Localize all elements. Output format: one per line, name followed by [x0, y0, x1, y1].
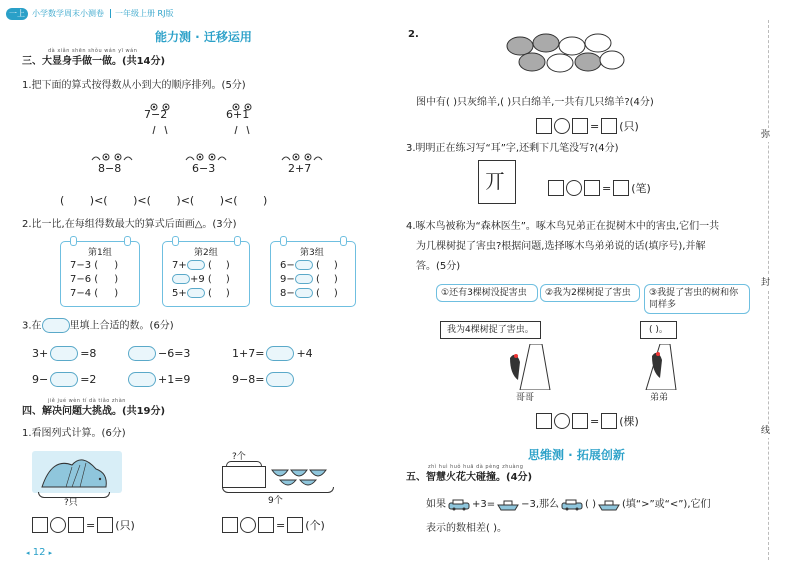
r-q4-answer: = (棵)	[536, 413, 639, 429]
bowl-icon	[270, 462, 330, 486]
brace-bottom	[222, 487, 334, 493]
r-q4-line2: 为几棵树捉了害虫?根据问题,选择啄木鸟弟弟说的话(填序号),并解	[416, 241, 706, 252]
option-2[interactable]: ②我为2棵树捉了害虫	[540, 284, 640, 302]
g3-row-3: 8− ( )	[280, 288, 338, 299]
part3-title: 三、大显身手做一做。(共14分)	[22, 56, 166, 67]
option-3[interactable]: ③我捉了害虫的树和你同样多	[644, 284, 750, 314]
bird-label-left: 哥哥	[516, 393, 535, 403]
r-q3-text: 3.明明正在练习写“耳”字,还剩下几笔没写?(4分)	[406, 143, 619, 154]
answer-box[interactable]	[548, 180, 564, 196]
r-q2-text: 图中有( )只灰绵羊,( )只白绵羊,一共有几只绵羊?(4分)	[416, 97, 654, 108]
group-title-3: 第3组	[300, 248, 324, 258]
q3-eq-6: 9−8=	[232, 372, 294, 387]
expr-card-2	[222, 100, 262, 136]
part5-title: 五、智慧火花大碰撞。(4分)	[406, 472, 533, 483]
group-title-1: 第1组	[88, 248, 112, 258]
g3-row-2: 9− ( )	[280, 274, 338, 285]
part4-title: 四、解决问题大挑战。(共19分)	[22, 406, 166, 417]
group-title-2: 第2组	[194, 248, 218, 258]
cloud-blank[interactable]	[266, 372, 294, 387]
section-title-think: 思维测 · 拓展创新	[528, 448, 625, 462]
g2-row-2: +9 ( )	[172, 273, 230, 287]
cloud-blank[interactable]	[128, 346, 156, 361]
cloud-blank[interactable]	[266, 346, 294, 361]
hedgehog-picture	[32, 451, 122, 493]
speech-left: 我为4棵树捉了害虫。	[440, 321, 541, 339]
ring-icon	[280, 236, 287, 246]
left-brace-label: ?只	[64, 498, 78, 508]
answer-box[interactable]	[222, 517, 238, 533]
answer-box[interactable]	[536, 413, 552, 429]
order-line	[60, 194, 267, 208]
r-q4-line3: 答。(5分)	[416, 261, 461, 272]
binding-char-3: 线	[761, 426, 771, 436]
r-q3-answer: = (笔)	[548, 180, 651, 196]
hedgehog-icon	[32, 451, 122, 493]
woodpecker-icon	[510, 355, 520, 380]
cloud-icon	[42, 318, 70, 333]
g1-row-3: 7−4 ( )	[70, 288, 119, 299]
page-number: ◂ 12 ▸	[26, 547, 53, 558]
order-lt-1[interactable]: )<(	[89, 194, 108, 207]
sheep-icon	[502, 30, 626, 74]
q2-text: 2.比一比,在每组得数最大的算式后面画△。(3分)	[22, 219, 237, 230]
woodpecker-scene	[460, 344, 710, 390]
candy-icon	[295, 274, 313, 284]
answer-circle[interactable]	[566, 180, 582, 196]
q3-eq-5: +1=9	[128, 372, 190, 387]
right-bottom-label: 9个	[268, 496, 283, 506]
part5-pinyin: zhì huì huǒ huā dà pèng zhuàng	[428, 464, 524, 470]
part3-pinyin: dà xiǎn shēn shǒu wán yī wán	[48, 48, 138, 54]
answer-box[interactable]	[613, 180, 629, 196]
candy-icon	[187, 288, 205, 298]
g1-row-2: 7−6 ( )	[70, 274, 119, 285]
ring-icon	[340, 236, 347, 246]
right-top-label: ?个	[232, 452, 246, 462]
part5-line2: 表示的数相差( )。	[426, 523, 507, 534]
header-badge: 一上	[6, 8, 28, 20]
expr-text-3: 8−8	[98, 162, 122, 175]
boat-icon	[497, 499, 519, 511]
cloud-blank[interactable]	[50, 346, 78, 361]
q3-eq-1: 3+ =8	[32, 347, 97, 360]
answer-circle[interactable]	[554, 413, 570, 429]
answer-box[interactable]	[258, 517, 274, 533]
answer-row-right: = (个)	[222, 517, 325, 533]
part5-line1: 如果 +3= −3,那么 ( ) (填“>”或“<”),它们	[426, 499, 711, 510]
writing-card	[478, 160, 516, 204]
answer-box[interactable]	[584, 180, 600, 196]
r-q2-no: 2.	[408, 29, 419, 40]
g2-row-1: 7+ ( )	[172, 260, 230, 271]
car-icon	[561, 499, 583, 511]
header-divider	[110, 9, 111, 18]
candy-icon	[187, 260, 205, 270]
cloud-blank[interactable]	[50, 372, 78, 387]
answer-box[interactable]	[601, 413, 617, 429]
expr-card-1	[140, 100, 180, 136]
option-1[interactable]: ①还有3棵树没捉害虫	[436, 284, 538, 302]
q3-eq-3: 1+7= +4	[232, 347, 313, 360]
compare-blank[interactable]: ( )	[585, 499, 597, 510]
g2-row-3: 5+ ( )	[172, 288, 230, 299]
expr-card-4	[184, 152, 228, 188]
cloud-blank[interactable]	[128, 372, 156, 387]
answer-box[interactable]	[572, 413, 588, 429]
tree-icon	[460, 344, 710, 390]
order-lt-2[interactable]: )<(	[133, 194, 151, 207]
q3-text: 3.在 里填上合适的数。(6分)	[22, 318, 174, 334]
q3-eq-4: 9− =2	[32, 373, 97, 386]
expr-card-5	[280, 152, 324, 188]
answer-box[interactable]	[572, 118, 588, 134]
answer-circle[interactable]	[240, 517, 256, 533]
candy-icon	[295, 260, 313, 270]
binding-char-1: 弥	[761, 130, 771, 140]
ring-icon	[234, 236, 241, 246]
answer-box[interactable]	[32, 517, 48, 533]
r-q4-line1: 4.啄木鸟被称为“森林医生”。啄木鸟兄弟正在捉树木中的害虫,它们一共	[406, 221, 720, 232]
candy-icon	[172, 274, 190, 284]
expr-card-3	[90, 152, 134, 188]
binding-line	[768, 20, 769, 560]
part4-q1-text: 1.看图列式计算。(6分)	[22, 428, 126, 439]
ring-icon	[124, 236, 131, 246]
r-q2-answer: = (只)	[536, 118, 639, 134]
bird-label-right: 弟弟	[650, 393, 669, 403]
order-open: (	[60, 194, 65, 207]
expr-text-5: 2+7	[288, 162, 312, 175]
box-outline	[222, 466, 266, 488]
g1-row-1: 7−3 ( )	[70, 260, 119, 271]
q1-text: 1.把下面的算式按得数从小到大的顺序排列。(5分)	[22, 80, 246, 91]
answer-box[interactable]	[287, 517, 303, 533]
header-grade: 一年级上册 RJ版	[115, 9, 174, 18]
header-series: 小学数学周末小测卷	[32, 9, 104, 18]
order-lt-3[interactable]: )<(	[176, 194, 195, 207]
answer-row-left: = (只)	[32, 517, 135, 533]
q3-eq-2: −6=3	[128, 346, 190, 361]
order-close: )	[263, 194, 268, 207]
expr-text-1: 7−2	[144, 108, 168, 121]
sheep-picture	[502, 30, 626, 74]
expr-text-4: 6−3	[192, 162, 216, 175]
order-lt-4[interactable]: )<(	[219, 194, 238, 207]
section-title-ability: 能力测 · 迁移运用	[155, 30, 252, 44]
answer-circle[interactable]	[50, 517, 66, 533]
candy-icon	[295, 288, 313, 298]
answer-box[interactable]	[97, 517, 113, 533]
car-icon	[448, 499, 470, 511]
glyph: 丌	[485, 169, 505, 193]
boat-icon	[598, 499, 620, 511]
ring-icon	[70, 236, 77, 246]
expr-text-2: 6+1	[226, 108, 250, 121]
speech-right[interactable]: ( )。	[640, 321, 677, 339]
answer-box[interactable]	[68, 517, 84, 533]
answer-box[interactable]	[601, 118, 617, 134]
bowls-picture	[270, 462, 330, 486]
binding-char-2: 封	[761, 278, 771, 288]
ring-icon	[172, 236, 179, 246]
answer-circle[interactable]	[554, 118, 570, 134]
g3-row-1: 6− ( )	[280, 260, 338, 271]
part4-pinyin: jiě jué wèn tí dà tiǎo zhàn	[48, 398, 126, 404]
answer-box[interactable]	[536, 118, 552, 134]
